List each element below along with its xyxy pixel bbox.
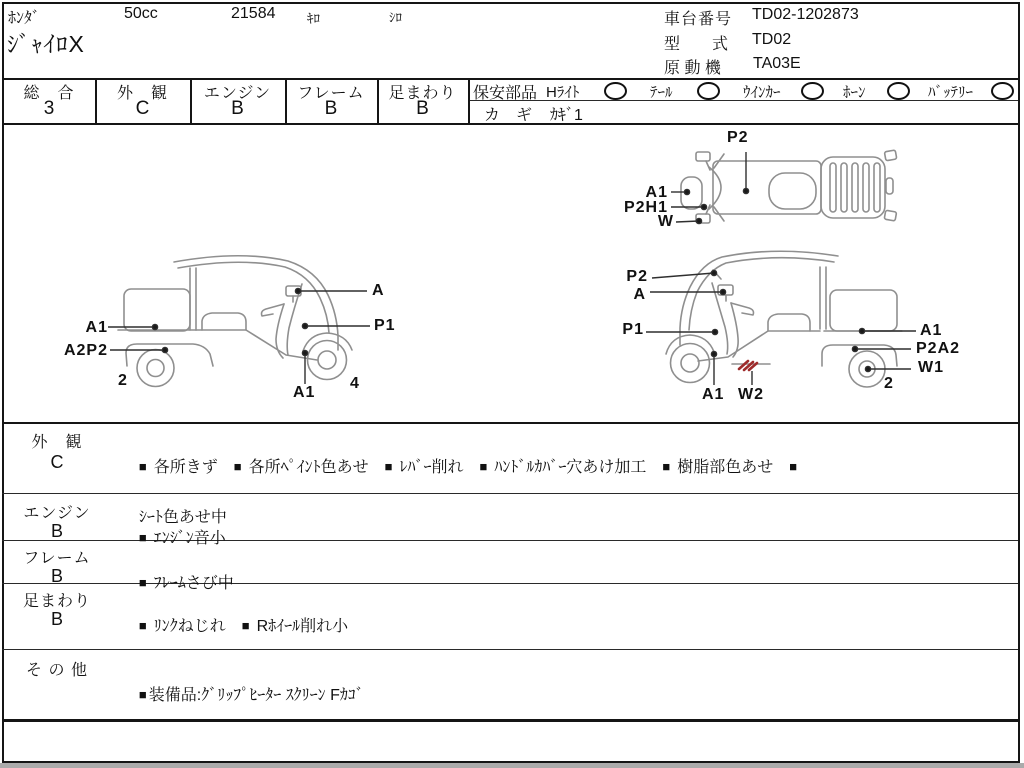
- rating-frame-label: フレーム: [297, 85, 365, 102]
- note-item: ■ ﾌﾚｰﾑさび中: [138, 575, 234, 592]
- vehicle-diagram: [0, 123, 1024, 422]
- section-undercarriage-label: 足まわり: [22, 593, 91, 610]
- rating-undercarriage-value: B: [416, 98, 429, 119]
- note-item: ■ 各所ﾍﾟｲﾝﾄ色あせ: [233, 459, 369, 476]
- note-item: ■ ﾘﾝｸねじれ: [138, 618, 226, 635]
- safety-item-horn: ﾎｰﾝ: [843, 84, 866, 101]
- status-circle-headlight: [604, 82, 627, 100]
- rating-engine-label: エンジン: [203, 85, 272, 102]
- displacement: 50cc: [124, 5, 158, 22]
- bullet-icon: ■: [241, 618, 250, 633]
- diagram-label-w: W: [657, 213, 674, 230]
- section-undercarriage-grade: B: [50, 609, 63, 629]
- rating-overall-label: 総 合: [23, 85, 75, 102]
- chassis-number-value: TD02-1202873: [752, 6, 859, 23]
- mileage-unit: ｷﾛ: [307, 11, 320, 26]
- engine-model-value: TA03E: [753, 55, 801, 72]
- body-color: ｼﾛ: [389, 10, 402, 25]
- left-side-view: [118, 256, 352, 387]
- diagram-label-a1-rear: A1: [85, 319, 108, 336]
- model-name: ｼﾞｬｲﾛX: [7, 31, 85, 57]
- note-item: ■ 各所きず: [138, 459, 218, 476]
- safety-item-tail: ﾃｰﾙ: [650, 84, 673, 101]
- diagram-label-w1: W1: [918, 359, 944, 376]
- key-label: カ ギ: [484, 107, 533, 124]
- diagram-label-p2-roof: P2: [727, 129, 749, 146]
- diagram-label-a-mirror: A: [372, 282, 385, 299]
- bullet-icon: ■: [138, 575, 147, 590]
- rating-undercarriage-label: 足まわり: [388, 85, 457, 102]
- note-item: ■ 装備品:ｸﾞﾘｯﾌﾟﾋｰﾀｰ ｽｸﾘｰﾝ Fｶｺﾞ: [138, 687, 364, 704]
- rating-overall-value: 3: [43, 98, 55, 119]
- top-view: [681, 150, 897, 223]
- bullet-icon: ■: [138, 618, 147, 633]
- note-item: ■ ﾊﾝﾄﾞﾙｶﾊﾞｰ穴あけ加工: [479, 459, 647, 476]
- bullet-icon: ■: [384, 459, 393, 474]
- safety-item-headlight: Hﾗｲﾄ: [546, 84, 580, 101]
- damage-mark-w2: [739, 361, 757, 370]
- rating-exterior-label: 外 観: [116, 85, 168, 102]
- section-undercarriage-notes: [130, 588, 1018, 639]
- status-circle-horn: [887, 82, 910, 100]
- bullet-icon: ■: [138, 459, 147, 474]
- rating-engine-value: B: [231, 98, 244, 119]
- section-frame-label: フレーム: [23, 550, 91, 567]
- section-engine-grade: B: [50, 521, 63, 541]
- diagram-label-2-rear: 2: [118, 372, 128, 389]
- status-circle-tail: [697, 82, 720, 100]
- type-value: TD02: [752, 31, 792, 48]
- diagram-label-p2-canopy: P2: [626, 268, 648, 285]
- section-engine-notes: [130, 500, 1018, 551]
- rating-exterior-value: C: [135, 98, 150, 119]
- leader-lines: [108, 152, 916, 385]
- diagram-label-a1-box: A1: [920, 322, 943, 339]
- status-circle-battery: [991, 82, 1014, 100]
- bullet-icon: ■: [233, 459, 242, 474]
- bullet-icon: ■: [138, 530, 147, 545]
- diagram-label-a1-floor: A1: [293, 384, 316, 401]
- divider: [2, 422, 1018, 424]
- scan-edge: [0, 763, 1024, 768]
- bullet-icon: ■: [138, 687, 147, 702]
- diagram-label-a1-front: A1: [645, 184, 668, 201]
- engine-model-label: 原 動 機: [664, 60, 721, 77]
- note-item: ■ ｴﾝｼﾞﾝ音小: [138, 530, 226, 547]
- diagram-label-a1-floor2: A1: [702, 386, 725, 403]
- note-item: ｼｰﾄ色あせ中: [138, 509, 227, 526]
- chassis-number-label: 車台番号: [664, 11, 733, 28]
- type-label: 型 式: [664, 36, 729, 53]
- key-value: ｶｷﾞ1: [550, 107, 583, 124]
- diagram-label-4-front: 4: [350, 375, 360, 392]
- bullet-icon: ■: [789, 459, 798, 474]
- diagram-label-p2h1: P2H1: [623, 199, 668, 216]
- diagram-label-p1-shield2: P1: [622, 321, 644, 338]
- diagram-label-p1-shield: P1: [374, 317, 396, 334]
- note-item: ■ 樹脂部色あせ: [662, 459, 774, 476]
- section-engine-label: エンジン: [23, 505, 91, 522]
- note-item: ■ Rﾎｲｰﾙ削れ小: [241, 618, 349, 635]
- diagram-label-w2: W2: [738, 386, 764, 403]
- diagram-label-p2a2: P2A2: [916, 340, 961, 357]
- safety-item-winker: ｳｲﾝｶｰ: [743, 84, 781, 101]
- divider-thick: [2, 719, 1018, 722]
- diagram-label-2-rear2: 2: [884, 375, 894, 392]
- section-other-notes: [130, 657, 1018, 708]
- divider: [2, 649, 1018, 650]
- status-circle-winker: [801, 82, 824, 100]
- bullet-icon: ■: [662, 459, 671, 474]
- diagram-label-a2p2: A2P2: [63, 342, 108, 359]
- bullet-icon: ■: [479, 459, 488, 474]
- diagram-label-a-mirror2: A: [633, 286, 646, 303]
- mileage-value: 21584: [231, 5, 276, 22]
- note-item: ■ ﾚﾊﾞｰ削れ: [384, 459, 464, 476]
- maker-name: ﾎﾝﾀﾞ: [8, 10, 41, 27]
- rating-frame-value: B: [324, 98, 338, 119]
- section-exterior-label: 外 観: [31, 434, 83, 451]
- safety-parts-label: 保安部品: [473, 85, 538, 102]
- section-other-label: そ の 他: [26, 662, 88, 679]
- safety-item-battery: ﾊﾞｯﾃﾘｰ: [928, 84, 974, 101]
- section-exterior-grade: C: [50, 452, 64, 472]
- divider: [468, 78, 470, 123]
- section-frame-grade: B: [50, 566, 63, 586]
